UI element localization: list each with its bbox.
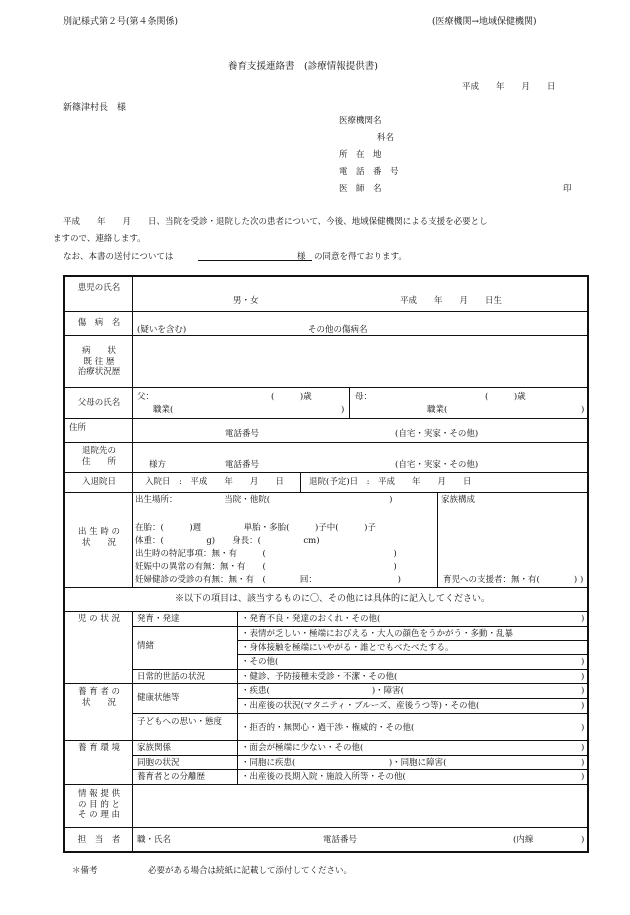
seal-mark: 印: [563, 184, 572, 194]
separation-label: 養育者との分離歴: [137, 772, 206, 782]
feeling-label: 子どもへの思い・態度: [137, 717, 223, 727]
purpose-label: 情 報 提 供 の 目 的 と そ の 理 由: [77, 789, 121, 820]
row-line: [65, 442, 587, 443]
residence-options: (自宅・実家・その他): [395, 429, 479, 439]
staff-phone-label: 電話番号: [323, 835, 358, 845]
patient-name-label: 患児の氏名: [77, 283, 121, 293]
gestation-info: 在胎：( )週 単胎・多胎( )子中( )子: [135, 523, 376, 533]
intro-line-2: ますので、連絡します。: [53, 234, 146, 244]
emotion-label: 情緒: [137, 641, 155, 651]
supporter-info: 育児への支援者：無・有( ): [443, 575, 578, 585]
row-line: [65, 784, 587, 785]
col-line: [349, 387, 350, 418]
instruction-note: ※以下の項目は、該当するものに〇、その他には具体的に記入してください。: [175, 594, 491, 604]
birth-place: 出生場所： 当院・他院( ): [135, 495, 393, 505]
birth-notes: 出生時の特記事項：無・有 ( ): [135, 549, 397, 559]
emotion-item-3: ・その他(: [241, 657, 279, 667]
addressee: 新篠津村長 様: [63, 103, 127, 113]
close-paren: ): [581, 672, 585, 682]
supporter-close: ): [580, 575, 584, 585]
sex-options: 男・女: [233, 296, 259, 306]
department-label: 科名: [377, 133, 395, 143]
health-item-1: ・疾患( )・障害(: [241, 686, 404, 696]
separation-value: ・出産後の長期入院・施設入所等・その他(: [241, 772, 406, 782]
family-relation-label: 家族関係: [137, 743, 172, 753]
row-line: [237, 654, 587, 655]
info-table: [63, 275, 589, 853]
caregiver-status-label: 養 育 者 の 状 況: [77, 687, 121, 708]
intro-line-1: 平成 年 月 日、当院を受診・退院した次の患者について、今後、地域保健機関による支援を必要とし: [63, 217, 488, 227]
history-label: 病 状 既 往 歴 治療状況歴: [77, 346, 121, 377]
address-row-label: 住所: [69, 423, 87, 433]
daily-care-label: 日常的世話の状況: [137, 672, 206, 682]
address-label: 所 在 地: [339, 150, 382, 160]
sama-kata: 様方: [149, 460, 167, 470]
phone-label: 電 話 番 号: [339, 167, 399, 177]
close-paren: ): [581, 743, 585, 753]
pregnancy-abnormality: 妊娠中の異常の有無：無・有 ( ): [135, 562, 397, 572]
admission-date: 入院日 : 平成 年 月 日: [145, 477, 284, 487]
father-job: 職業(: [153, 405, 174, 415]
health-label: 健康状態等: [137, 693, 180, 703]
phone-number-label-2: 電話番号: [225, 460, 260, 470]
row-line: [237, 698, 587, 699]
row-line: [237, 640, 587, 641]
col-line: [300, 472, 301, 492]
row-line: [65, 683, 587, 684]
consent-sama: 様: [297, 252, 306, 262]
health-item-2: ・出産後の状況(マタニティ・ブルーズ、産後うつ等)・その他(: [241, 701, 480, 711]
weight-height: 体重：( g) 身長：( cm): [135, 536, 320, 546]
phone-number-label: 電話番号: [225, 429, 260, 439]
family-structure-label: 家族構成: [441, 495, 476, 505]
development-value: ・発育不良・発達のおくれ・その他(: [241, 614, 381, 624]
row-line: [132, 626, 587, 627]
col-line: [132, 611, 133, 851]
institution-label: 医療機関名: [339, 116, 382, 126]
row-line: [65, 827, 587, 828]
row-line: [132, 669, 587, 670]
birth-date: 平成 年 月 日生: [400, 296, 503, 306]
feeling-value: ・拒否的・無関心・過干渉・権威的・その他(: [241, 723, 415, 733]
environment-label: 養 育 環 境: [77, 743, 121, 753]
col-line: [237, 611, 238, 784]
close-paren: ): [581, 701, 585, 711]
parents-label: 父母の氏名: [77, 398, 121, 408]
mother-age: ( )歳: [485, 392, 526, 402]
row-line: [65, 740, 587, 741]
row-line: [65, 311, 587, 312]
siblings-value: ・同胞に疾患( )・同胞に障害(: [241, 758, 447, 768]
row-line: [65, 611, 587, 612]
col-line: [132, 277, 133, 587]
document-date: 平成 年 月 日: [462, 82, 556, 92]
consent-prefix: なお、本書の送付については: [63, 252, 174, 262]
residence-options-2: (自宅・実家・その他): [395, 460, 479, 470]
row-line: [65, 335, 587, 336]
mother-job: 職業(: [427, 405, 448, 415]
development-label: 発育・発達: [137, 614, 180, 624]
row-line: [65, 387, 587, 388]
siblings-label: 同胞の状況: [137, 758, 180, 768]
row-line: [132, 755, 587, 756]
direction-note: (医療機関→地域保健機関): [432, 17, 537, 27]
emotion-item-1: ・表情が乏しい・極端におびえる・大人の顔色をうかがう・多動・乱暴: [241, 629, 514, 639]
form-id: 別記様式第２号(第４条関係): [63, 17, 179, 27]
close-paren: ): [581, 758, 585, 768]
staff-label: 担 当 者: [77, 835, 121, 845]
col-line: [437, 492, 438, 587]
consent-underline: [198, 260, 312, 261]
admission-label: 入退院日: [81, 477, 116, 487]
extension-label: (内線: [513, 835, 534, 845]
close-paren: ): [581, 657, 585, 667]
emotion-item-2: ・身体接触を極端にいやがる・誰とでもべたべたする。: [241, 643, 454, 653]
suspected-note: (疑いを含む): [137, 325, 187, 335]
mother-label: 母：: [355, 392, 373, 402]
remarks-text: 必要がある場合は続紙に記載して添付してください。: [148, 866, 353, 876]
birth-status-label: 出 生 時 の 状 況: [77, 527, 121, 548]
father-label: 父：: [137, 392, 155, 402]
close-paren: ): [581, 723, 585, 733]
consent-suffix: の同意を得ております。: [314, 252, 407, 262]
row-line: [65, 472, 587, 473]
doctor-label: 医 師 名: [339, 184, 382, 194]
discharge-date: 退院(予定)日 : 平成 年 月 日: [309, 477, 472, 487]
disease-label: 傷 病 名: [77, 318, 121, 328]
row-line: [132, 769, 587, 770]
document-title: 養育支援連絡書 (診療情報提供書): [228, 61, 378, 72]
close-paren: ): [581, 686, 585, 696]
close-paren: ): [581, 772, 585, 782]
child-status-label: 児 の 状 況: [77, 614, 121, 624]
remarks-label: ＊備考: [72, 866, 98, 876]
row-line: [65, 587, 587, 588]
staff-name-label: 職・氏名: [137, 835, 172, 845]
after-discharge-label: 退院先の 住 所: [81, 446, 116, 467]
father-job-close: ): [341, 405, 345, 415]
daily-care-value: ・健診、予防接種未受診・不潔・その他(: [241, 672, 398, 682]
row-line: [132, 713, 587, 714]
close-paren: ): [581, 835, 585, 845]
mother-job-close: ): [581, 405, 585, 415]
father-age: ( )歳: [271, 392, 312, 402]
other-disease-label: その他の傷病名: [308, 325, 368, 335]
row-line: [65, 492, 587, 493]
row-line: [65, 418, 587, 419]
checkup-info: 妊婦健診の受診の有無：無・有 ( 回： ): [135, 575, 401, 585]
close-paren: ): [581, 614, 585, 624]
family-relation-value: ・面会が極端に少ない・その他(: [241, 743, 364, 753]
